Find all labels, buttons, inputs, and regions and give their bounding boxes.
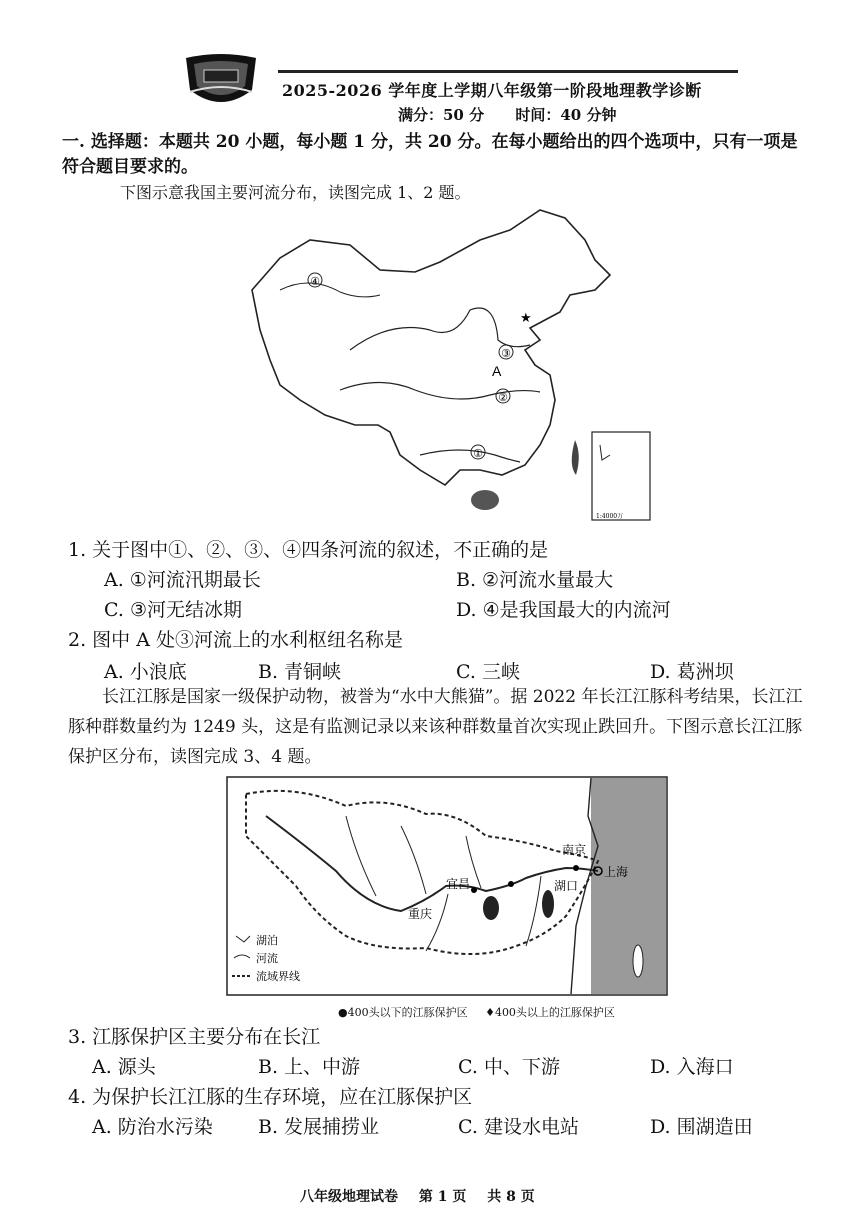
question-4-stem: 4. 为保护长江江豚的生存环境，应在江豚保护区 <box>68 1086 473 1108</box>
legend-lake: 湖泊 <box>256 934 278 947</box>
question-3-option-c: C. 中、下游 <box>458 1056 560 1078</box>
label-river-2: ② <box>498 391 508 404</box>
question-2-stem: 2. 图中 A 处③河流上的水利枢纽名称是 <box>68 629 403 651</box>
capital-star-icon: ★ <box>520 311 532 326</box>
yangtze-porpoise-map <box>226 776 668 996</box>
question-2-option-d: D. 葛洲坝 <box>650 661 734 683</box>
intro-q1-2: 下图示意我国主要河流分布，读图完成 1、2 题。 <box>120 183 471 202</box>
question-3-option-d: D. 入海口 <box>650 1056 734 1078</box>
exam-meta <box>398 104 642 125</box>
question-1-option-d: D. ④是我国最大的内流河 <box>456 599 671 621</box>
section-instruction: 一. 选择题：本题共 20 小题，每小题 1 分，共 20 分。在每小题给出的四个选项中，只有一项是符合题目要求的。 <box>62 132 798 177</box>
question-4-option-b: B. 发展捕捞业 <box>258 1116 380 1138</box>
footer-page: 第 1 页 <box>418 1189 467 1205</box>
question-1-option-a: A. ①河流汛期最长 <box>104 569 261 591</box>
legend-small-reserve: ●400头以下的江豚保护区 <box>338 1006 468 1019</box>
hainan-island <box>471 490 499 510</box>
city-yichang: 宜昌 <box>446 877 471 891</box>
dongting-lake <box>483 896 499 920</box>
question-1-option-b: B. ②河流水量最大 <box>456 569 614 591</box>
question-2-option-c: C. 三峡 <box>456 661 520 683</box>
taiwan-island <box>633 945 643 977</box>
poyang-lake <box>542 890 554 918</box>
inset-scale: 1:4000万 <box>596 513 624 520</box>
sea-area <box>591 778 666 994</box>
label-river-1: ① <box>473 447 483 460</box>
city-hukou: 湖口 <box>554 879 579 893</box>
question-4-option-a: A. 防治水污染 <box>92 1116 213 1138</box>
question-3-option-a: A. 源头 <box>92 1056 156 1078</box>
question-3-option-b: B. 上、中游 <box>258 1056 361 1078</box>
label-river-4: ④ <box>310 275 320 288</box>
question-3-stem: 3. 江豚保护区主要分布在长江 <box>68 1026 321 1048</box>
label-point-a: A <box>492 363 502 379</box>
legend-river: 河流 <box>256 952 278 965</box>
porpoise-passage: 长江江豚是国家一级保护动物，被誉为“水中大熊猫”。据 2022 年长江江豚科考结果，长江江豚种群数量约为 1249 头，这是有监测记录以来该种群数量首次实现止跌回升。下图示意长江江豚保护区分布，读图完成 3、4 题。 <box>68 687 803 767</box>
time-limit: 时间：40 分钟 <box>515 106 617 124</box>
city-shanghai: 上海 <box>604 865 629 879</box>
legend-large-reserve: ♦400头以上的江豚保护区 <box>485 1006 615 1019</box>
yellow-river <box>350 308 530 350</box>
question-2-option-a: A. 小浪底 <box>104 661 187 683</box>
taiwan-island <box>572 440 579 475</box>
footer-total: 共 8 页 <box>487 1189 535 1205</box>
page-footer <box>300 1186 551 1206</box>
city-chongqing: 重庆 <box>408 907 433 921</box>
question-4-option-d: D. 围湖造田 <box>650 1116 753 1138</box>
label-river-3: ③ <box>501 347 511 360</box>
school-emblem-icon <box>180 52 262 112</box>
header-rule <box>278 70 738 73</box>
reserve-legend <box>338 1004 615 1020</box>
question-1-stem: 1. 关于图中①、②、③、④四条河流的叙述，不正确的是 <box>68 539 549 561</box>
footer-subject: 八年级地理试卷 <box>300 1189 398 1205</box>
legend-boundary: 流域界线 <box>256 970 300 983</box>
city-nanjing: 南京 <box>562 843 587 857</box>
south-china-sea-inset <box>592 432 650 520</box>
question-4-option-c: C. 建设水电站 <box>458 1116 579 1138</box>
question-1-option-c: C. ③河无结冰期 <box>104 599 242 621</box>
question-2-option-b: B. 青铜峡 <box>258 661 342 683</box>
exam-title: 2025-2026 学年度上学期八年级第一阶段地理教学诊断 <box>282 81 702 100</box>
tarim-river <box>280 283 380 297</box>
china-outline <box>252 210 610 485</box>
pearl-river <box>420 450 520 462</box>
full-score: 满分：50 分 <box>398 106 485 124</box>
china-river-map <box>240 200 660 525</box>
